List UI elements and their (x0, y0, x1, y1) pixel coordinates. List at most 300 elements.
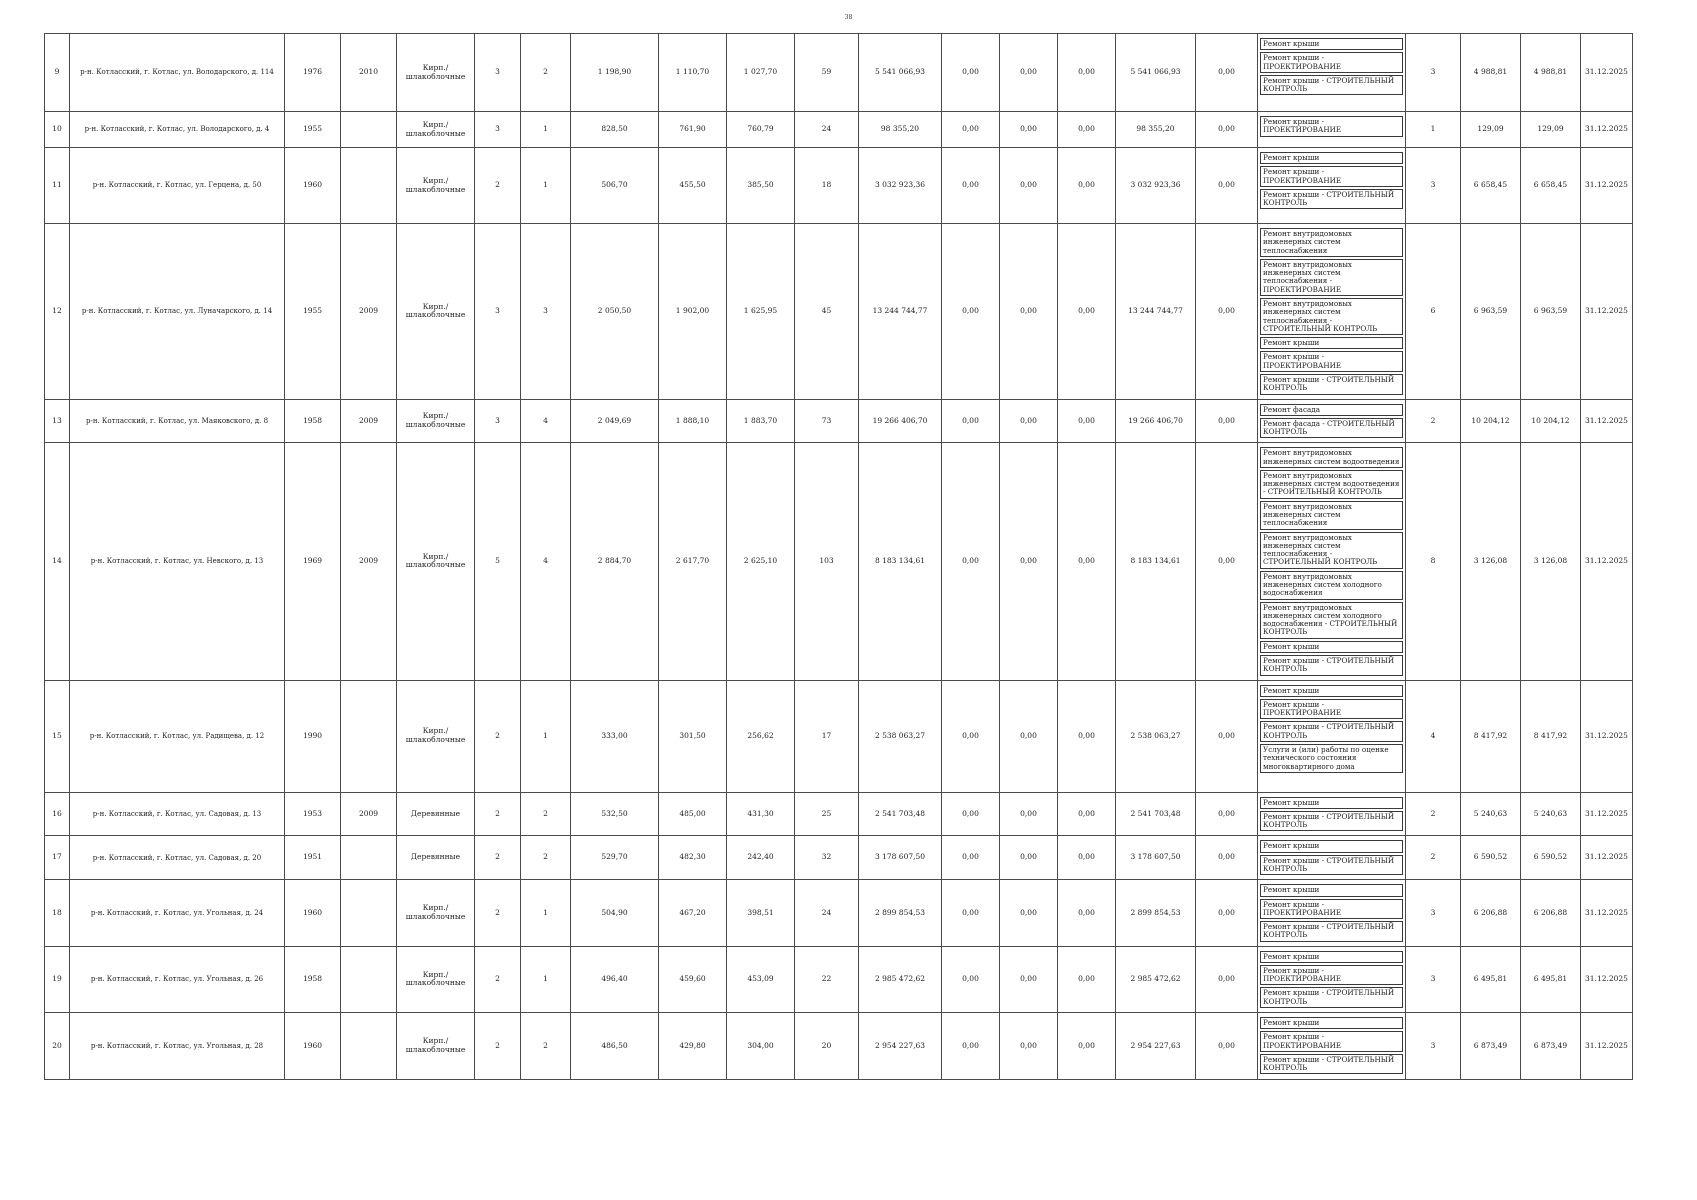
area-total: 506,70 (571, 148, 659, 224)
cost-total: 2 985 472,62 (859, 946, 942, 1012)
table-row (45, 680, 1633, 792)
table-row (45, 792, 1633, 836)
work-item: Ремонт крыши (1260, 38, 1403, 50)
unit-cost: 6 590,52 (1461, 836, 1521, 880)
unit-cost: 3 126,08 (1461, 443, 1521, 680)
work-item: Ремонт крыши - СТРОИТЕЛЬНЫЙ КОНТРОЛЬ (1260, 921, 1403, 942)
fund-owners: 8 183 134,61 (1116, 443, 1196, 680)
works-count: 3 (1406, 148, 1461, 224)
fund-other: 0,00 (1196, 224, 1258, 400)
fund-other: 0,00 (1196, 792, 1258, 836)
deadline-date: 31.12.2025 (1581, 34, 1633, 112)
year-built: 1958 (285, 946, 341, 1012)
fund-regional: 0,00 (1000, 880, 1058, 946)
max-unit-cost: 5 240,63 (1521, 792, 1581, 836)
wall-material: Кирп./ шлакоблочные (397, 880, 475, 946)
cost-total: 3 178 607,50 (859, 836, 942, 880)
wall-material: Кирп./ шлакоблочные (397, 946, 475, 1012)
floors-count: 2 (475, 836, 521, 880)
floors-count: 2 (475, 1013, 521, 1080)
year-last-repair: 2009 (341, 224, 397, 400)
year-last-repair (341, 946, 397, 1012)
work-item: Ремонт крыши - СТРОИТЕЛЬНЫЙ КОНТРОЛЬ (1260, 374, 1403, 395)
house-address: р-н. Котласский, г. Котлас, ул. Володарского, д. 4 (70, 112, 285, 148)
work-item: Ремонт крыши (1260, 641, 1403, 653)
table-row (45, 443, 1633, 680)
fund-local: 0,00 (1058, 1013, 1116, 1080)
works-count: 4 (1406, 680, 1461, 792)
row-number: 17 (45, 836, 70, 880)
cost-total: 8 183 134,61 (859, 443, 942, 680)
fund-federal: 0,00 (942, 880, 1000, 946)
fund-owners: 3 178 607,50 (1116, 836, 1196, 880)
fund-regional: 0,00 (1000, 1013, 1058, 1080)
year-built: 1955 (285, 224, 341, 400)
cost-total: 19 266 406,70 (859, 399, 942, 443)
table-row (45, 946, 1633, 1012)
area-living: 429,80 (659, 1013, 727, 1080)
residents-count: 45 (795, 224, 859, 400)
deadline-date: 31.12.2025 (1581, 880, 1633, 946)
area-living: 459,60 (659, 946, 727, 1012)
unit-cost: 129,09 (1461, 112, 1521, 148)
works-count: 1 (1406, 112, 1461, 148)
fund-other: 0,00 (1196, 946, 1258, 1012)
works-count: 3 (1406, 946, 1461, 1012)
house-address: р-н. Котласский, г. Котлас, ул. Маяковского, д. 8 (70, 399, 285, 443)
entrances-count: 4 (521, 399, 571, 443)
work-item: Ремонт крыши - ПРОЕКТИРОВАНИЕ (1260, 116, 1403, 137)
house-address: р-н. Котласский, г. Котлас, ул. Володарского, д. 114 (70, 34, 285, 112)
unit-cost: 6 206,88 (1461, 880, 1521, 946)
area-owned: 304,00 (727, 1013, 795, 1080)
year-built: 1960 (285, 148, 341, 224)
work-item: Ремонт внутридомовых инженерных систем теплоснабжения - ПРОЕКТИРОВАНИЕ (1260, 259, 1403, 296)
table-row (45, 1013, 1633, 1080)
area-total: 2 050,50 (571, 224, 659, 400)
work-item: Ремонт крыши - СТРОИТЕЛЬНЫЙ КОНТРОЛЬ (1260, 189, 1403, 210)
entrances-count: 4 (521, 443, 571, 680)
year-last-repair (341, 112, 397, 148)
works-count: 2 (1406, 836, 1461, 880)
works-count: 2 (1406, 399, 1461, 443)
year-last-repair (341, 1013, 397, 1080)
works-list (1258, 836, 1406, 880)
cost-total: 2 954 227,63 (859, 1013, 942, 1080)
house-address: р-н. Котласский, г. Котлас, ул. Угольная, д. 28 (70, 1013, 285, 1080)
residents-count: 17 (795, 680, 859, 792)
max-unit-cost: 4 988,81 (1521, 34, 1581, 112)
entrances-count: 1 (521, 148, 571, 224)
house-address: р-н. Котласский, г. Котлас, ул. Садовая, д. 20 (70, 836, 285, 880)
floors-count: 2 (475, 148, 521, 224)
floors-count: 5 (475, 443, 521, 680)
table-row (45, 836, 1633, 880)
entrances-count: 1 (521, 680, 571, 792)
year-built: 1958 (285, 399, 341, 443)
fund-regional: 0,00 (1000, 224, 1058, 400)
area-total: 828,50 (571, 112, 659, 148)
fund-federal: 0,00 (942, 946, 1000, 1012)
works-list (1258, 443, 1406, 680)
floors-count: 2 (475, 880, 521, 946)
year-last-repair (341, 148, 397, 224)
cost-total: 2 538 063,27 (859, 680, 942, 792)
cost-total: 13 244 744,77 (859, 224, 942, 400)
fund-federal: 0,00 (942, 1013, 1000, 1080)
max-unit-cost: 6 206,88 (1521, 880, 1581, 946)
residents-count: 24 (795, 112, 859, 148)
house-address: р-н. Котласский, г. Котлас, ул. Угольная, д. 24 (70, 880, 285, 946)
wall-material: Кирп./ шлакоблочные (397, 399, 475, 443)
work-item: Ремонт внутридомовых инженерных систем теплоснабжения (1260, 228, 1403, 257)
fund-local: 0,00 (1058, 224, 1116, 400)
area-owned: 1 027,70 (727, 34, 795, 112)
work-item: Ремонт фасада (1260, 404, 1403, 416)
house-address: р-н. Котласский, г. Котлас, ул. Садовая, д. 13 (70, 792, 285, 836)
floors-count: 2 (475, 946, 521, 1012)
work-item: Ремонт крыши - СТРОИТЕЛЬНЫЙ КОНТРОЛЬ (1260, 811, 1403, 832)
year-built: 1960 (285, 1013, 341, 1080)
max-unit-cost: 129,09 (1521, 112, 1581, 148)
year-built: 1955 (285, 112, 341, 148)
works-count: 2 (1406, 792, 1461, 836)
fund-local: 0,00 (1058, 34, 1116, 112)
row-number: 10 (45, 112, 70, 148)
fund-federal: 0,00 (942, 112, 1000, 148)
year-built: 1976 (285, 34, 341, 112)
area-total: 504,90 (571, 880, 659, 946)
deadline-date: 31.12.2025 (1581, 399, 1633, 443)
works-list (1258, 946, 1406, 1012)
work-item: Ремонт крыши - ПРОЕКТИРОВАНИЕ (1260, 965, 1403, 986)
deadline-date: 31.12.2025 (1581, 443, 1633, 680)
wall-material: Кирп./ шлакоблочные (397, 112, 475, 148)
fund-other: 0,00 (1196, 112, 1258, 148)
deadline-date: 31.12.2025 (1581, 946, 1633, 1012)
year-last-repair: 2009 (341, 443, 397, 680)
work-item: Ремонт крыши - СТРОИТЕЛЬНЫЙ КОНТРОЛЬ (1260, 855, 1403, 876)
fund-regional: 0,00 (1000, 836, 1058, 880)
entrances-count: 2 (521, 1013, 571, 1080)
work-item: Ремонт крыши - ПРОЕКТИРОВАНИЕ (1260, 1031, 1403, 1052)
works-list (1258, 112, 1406, 148)
fund-regional: 0,00 (1000, 148, 1058, 224)
floors-count: 2 (475, 680, 521, 792)
cost-total: 5 541 066,93 (859, 34, 942, 112)
work-item: Ремонт внутридомовых инженерных систем теплоснабжения (1260, 501, 1403, 530)
work-item: Ремонт крыши - ПРОЕКТИРОВАНИЕ (1260, 899, 1403, 920)
row-number: 9 (45, 34, 70, 112)
work-item: Ремонт крыши (1260, 337, 1403, 349)
work-item: Ремонт крыши (1260, 152, 1403, 164)
area-owned: 1 883,70 (727, 399, 795, 443)
fund-federal: 0,00 (942, 399, 1000, 443)
fund-owners: 2 899 854,53 (1116, 880, 1196, 946)
work-item: Ремонт крыши (1260, 840, 1403, 852)
works-count: 3 (1406, 1013, 1461, 1080)
residents-count: 22 (795, 946, 859, 1012)
entrances-count: 3 (521, 224, 571, 400)
unit-cost: 5 240,63 (1461, 792, 1521, 836)
unit-cost: 8 417,92 (1461, 680, 1521, 792)
work-item: Ремонт крыши (1260, 951, 1403, 963)
year-last-repair: 2009 (341, 399, 397, 443)
area-total: 333,00 (571, 680, 659, 792)
fund-owners: 2 985 472,62 (1116, 946, 1196, 1012)
fund-other: 0,00 (1196, 148, 1258, 224)
fund-federal: 0,00 (942, 680, 1000, 792)
unit-cost: 6 873,49 (1461, 1013, 1521, 1080)
wall-material: Кирп./ шлакоблочные (397, 680, 475, 792)
year-built: 1951 (285, 836, 341, 880)
wall-material: Кирп./ шлакоблочные (397, 443, 475, 680)
house-address: р-н. Котласский, г. Котлас, ул. Невского, д. 13 (70, 443, 285, 680)
work-item: Ремонт крыши - СТРОИТЕЛЬНЫЙ КОНТРОЛЬ (1260, 1054, 1403, 1075)
residents-count: 32 (795, 836, 859, 880)
entrances-count: 2 (521, 836, 571, 880)
year-built: 1953 (285, 792, 341, 836)
entrances-count: 1 (521, 880, 571, 946)
residents-count: 73 (795, 399, 859, 443)
work-item: Ремонт крыши (1260, 685, 1403, 697)
house-address: р-н. Котласский, г. Котлас, ул. Угольная, д. 26 (70, 946, 285, 1012)
fund-regional: 0,00 (1000, 399, 1058, 443)
area-owned: 453,09 (727, 946, 795, 1012)
year-built: 1990 (285, 680, 341, 792)
work-item: Ремонт крыши - ПРОЕКТИРОВАНИЕ (1260, 52, 1403, 73)
deadline-date: 31.12.2025 (1581, 836, 1633, 880)
area-owned: 1 625,95 (727, 224, 795, 400)
area-living: 301,50 (659, 680, 727, 792)
floors-count: 3 (475, 224, 521, 400)
fund-owners: 2 541 703,48 (1116, 792, 1196, 836)
max-unit-cost: 6 658,45 (1521, 148, 1581, 224)
works-list (1258, 680, 1406, 792)
residents-count: 59 (795, 34, 859, 112)
fund-regional: 0,00 (1000, 792, 1058, 836)
unit-cost: 6 495,81 (1461, 946, 1521, 1012)
fund-regional: 0,00 (1000, 443, 1058, 680)
work-item: Ремонт внутридомовых инженерных систем холодного водоснабжения (1260, 571, 1403, 600)
max-unit-cost: 6 590,52 (1521, 836, 1581, 880)
fund-local: 0,00 (1058, 680, 1116, 792)
work-item: Ремонт внутридомовых инженерных систем теплоснабжения - СТРОИТЕЛЬНЫЙ КОНТРОЛЬ (1260, 532, 1403, 569)
fund-owners: 3 032 923,36 (1116, 148, 1196, 224)
work-item: Услуги и (или) работы по оценке технического состояния многоквартирного дома (1260, 744, 1403, 773)
work-item: Ремонт фасада - СТРОИТЕЛЬНЫЙ КОНТРОЛЬ (1260, 418, 1403, 439)
fund-other: 0,00 (1196, 880, 1258, 946)
work-item: Ремонт крыши (1260, 884, 1403, 896)
year-last-repair (341, 680, 397, 792)
area-living: 2 617,70 (659, 443, 727, 680)
residents-count: 25 (795, 792, 859, 836)
work-item: Ремонт крыши - ПРОЕКТИРОВАНИЕ (1260, 166, 1403, 187)
wall-material: Деревянные (397, 792, 475, 836)
area-owned: 760,79 (727, 112, 795, 148)
area-living: 1 902,00 (659, 224, 727, 400)
wall-material: Кирп./ шлакоблочные (397, 34, 475, 112)
deadline-date: 31.12.2025 (1581, 112, 1633, 148)
works-list (1258, 148, 1406, 224)
fund-other: 0,00 (1196, 399, 1258, 443)
unit-cost: 6 963,59 (1461, 224, 1521, 400)
fund-owners: 19 266 406,70 (1116, 399, 1196, 443)
fund-local: 0,00 (1058, 792, 1116, 836)
max-unit-cost: 6 495,81 (1521, 946, 1581, 1012)
wall-material: Кирп./ шлакоблочные (397, 224, 475, 400)
fund-local: 0,00 (1058, 148, 1116, 224)
works-list (1258, 880, 1406, 946)
fund-other: 0,00 (1196, 34, 1258, 112)
area-total: 1 198,90 (571, 34, 659, 112)
fund-federal: 0,00 (942, 148, 1000, 224)
fund-regional: 0,00 (1000, 112, 1058, 148)
wall-material: Кирп./ шлакоблочные (397, 148, 475, 224)
work-item: Ремонт крыши - СТРОИТЕЛЬНЫЙ КОНТРОЛЬ (1260, 987, 1403, 1008)
area-total: 529,70 (571, 836, 659, 880)
work-item: Ремонт крыши - ПРОЕКТИРОВАНИЕ (1260, 351, 1403, 372)
fund-owners: 5 541 066,93 (1116, 34, 1196, 112)
fund-federal: 0,00 (942, 224, 1000, 400)
works-list (1258, 792, 1406, 836)
fund-other: 0,00 (1196, 680, 1258, 792)
fund-regional: 0,00 (1000, 946, 1058, 1012)
row-number: 14 (45, 443, 70, 680)
work-item: Ремонт крыши (1260, 797, 1403, 809)
unit-cost: 4 988,81 (1461, 34, 1521, 112)
area-living: 1 110,70 (659, 34, 727, 112)
unit-cost: 10 204,12 (1461, 399, 1521, 443)
area-living: 1 888,10 (659, 399, 727, 443)
floors-count: 3 (475, 112, 521, 148)
area-total: 496,40 (571, 946, 659, 1012)
fund-owners: 2 954 227,63 (1116, 1013, 1196, 1080)
cost-total: 2 541 703,48 (859, 792, 942, 836)
table-row (45, 399, 1633, 443)
work-item: Ремонт крыши (1260, 1017, 1403, 1029)
cost-total: 98 355,20 (859, 112, 942, 148)
house-address: р-н. Котласский, г. Котлас, ул. Радищева, д. 12 (70, 680, 285, 792)
row-number: 12 (45, 224, 70, 400)
fund-federal: 0,00 (942, 836, 1000, 880)
works-count: 3 (1406, 880, 1461, 946)
max-unit-cost: 8 417,92 (1521, 680, 1581, 792)
area-living: 455,50 (659, 148, 727, 224)
fund-regional: 0,00 (1000, 680, 1058, 792)
fund-other: 0,00 (1196, 1013, 1258, 1080)
fund-federal: 0,00 (942, 792, 1000, 836)
area-owned: 242,40 (727, 836, 795, 880)
wall-material: Деревянные (397, 836, 475, 880)
area-owned: 431,30 (727, 792, 795, 836)
work-item: Ремонт крыши - СТРОИТЕЛЬНЫЙ КОНТРОЛЬ (1260, 721, 1403, 742)
fund-local: 0,00 (1058, 836, 1116, 880)
work-item: Ремонт крыши - СТРОИТЕЛЬНЫЙ КОНТРОЛЬ (1260, 75, 1403, 96)
table-row (45, 148, 1633, 224)
year-last-repair (341, 836, 397, 880)
work-item: Ремонт крыши - СТРОИТЕЛЬНЫЙ КОНТРОЛЬ (1260, 655, 1403, 676)
year-last-repair (341, 880, 397, 946)
cost-total: 3 032 923,36 (859, 148, 942, 224)
fund-local: 0,00 (1058, 946, 1116, 1012)
fund-regional: 0,00 (1000, 34, 1058, 112)
works-count: 8 (1406, 443, 1461, 680)
fund-owners: 2 538 063,27 (1116, 680, 1196, 792)
deadline-date: 31.12.2025 (1581, 224, 1633, 400)
row-number: 20 (45, 1013, 70, 1080)
residents-count: 24 (795, 880, 859, 946)
fund-other: 0,00 (1196, 836, 1258, 880)
floors-count: 3 (475, 399, 521, 443)
residents-count: 103 (795, 443, 859, 680)
fund-other: 0,00 (1196, 443, 1258, 680)
residents-count: 20 (795, 1013, 859, 1080)
unit-cost: 6 658,45 (1461, 148, 1521, 224)
works-count: 6 (1406, 224, 1461, 400)
area-living: 467,20 (659, 880, 727, 946)
fund-local: 0,00 (1058, 112, 1116, 148)
wall-material: Кирп./ шлакоблочные (397, 1013, 475, 1080)
work-item: Ремонт внутридомовых инженерных систем водоотведения (1260, 447, 1403, 468)
max-unit-cost: 6 963,59 (1521, 224, 1581, 400)
residents-count: 18 (795, 148, 859, 224)
deadline-date: 31.12.2025 (1581, 680, 1633, 792)
max-unit-cost: 10 204,12 (1521, 399, 1581, 443)
deadline-date: 31.12.2025 (1581, 148, 1633, 224)
table-row (45, 224, 1633, 400)
repair-register-table (44, 33, 1633, 1080)
deadline-date: 31.12.2025 (1581, 1013, 1633, 1080)
max-unit-cost: 3 126,08 (1521, 443, 1581, 680)
year-built: 1960 (285, 880, 341, 946)
year-last-repair: 2010 (341, 34, 397, 112)
area-living: 761,90 (659, 112, 727, 148)
area-total: 486,50 (571, 1013, 659, 1080)
deadline-date: 31.12.2025 (1581, 792, 1633, 836)
area-total: 2 049,69 (571, 399, 659, 443)
work-item: Ремонт внутридомовых инженерных систем холодного водоснабжения - СТРОИТЕЛЬНЫЙ КОНТРОЛЬ (1260, 602, 1403, 639)
table-row (45, 112, 1633, 148)
row-number: 13 (45, 399, 70, 443)
table-row (45, 34, 1633, 112)
works-list (1258, 399, 1406, 443)
fund-federal: 0,00 (942, 34, 1000, 112)
fund-federal: 0,00 (942, 443, 1000, 680)
year-built: 1969 (285, 443, 341, 680)
year-last-repair: 2009 (341, 792, 397, 836)
row-number: 18 (45, 880, 70, 946)
area-living: 485,00 (659, 792, 727, 836)
area-owned: 385,50 (727, 148, 795, 224)
area-owned: 398,51 (727, 880, 795, 946)
work-item: Ремонт внутридомовых инженерных систем теплоснабжения - СТРОИТЕЛЬНЫЙ КОНТРОЛЬ (1260, 298, 1403, 335)
entrances-count: 1 (521, 112, 571, 148)
entrances-count: 1 (521, 946, 571, 1012)
works-count: 3 (1406, 34, 1461, 112)
entrances-count: 2 (521, 34, 571, 112)
works-list (1258, 1013, 1406, 1080)
area-owned: 2 625,10 (727, 443, 795, 680)
fund-owners: 13 244 744,77 (1116, 224, 1196, 400)
work-item: Ремонт внутридомовых инженерных систем водоотведения - СТРОИТЕЛЬНЫЙ КОНТРОЛЬ (1260, 470, 1403, 499)
table-row (45, 880, 1633, 946)
fund-local: 0,00 (1058, 443, 1116, 680)
house-address: р-н. Котласский, г. Котлас, ул. Луначарского, д. 14 (70, 224, 285, 400)
cost-total: 2 899 854,53 (859, 880, 942, 946)
row-number: 16 (45, 792, 70, 836)
row-number: 11 (45, 148, 70, 224)
